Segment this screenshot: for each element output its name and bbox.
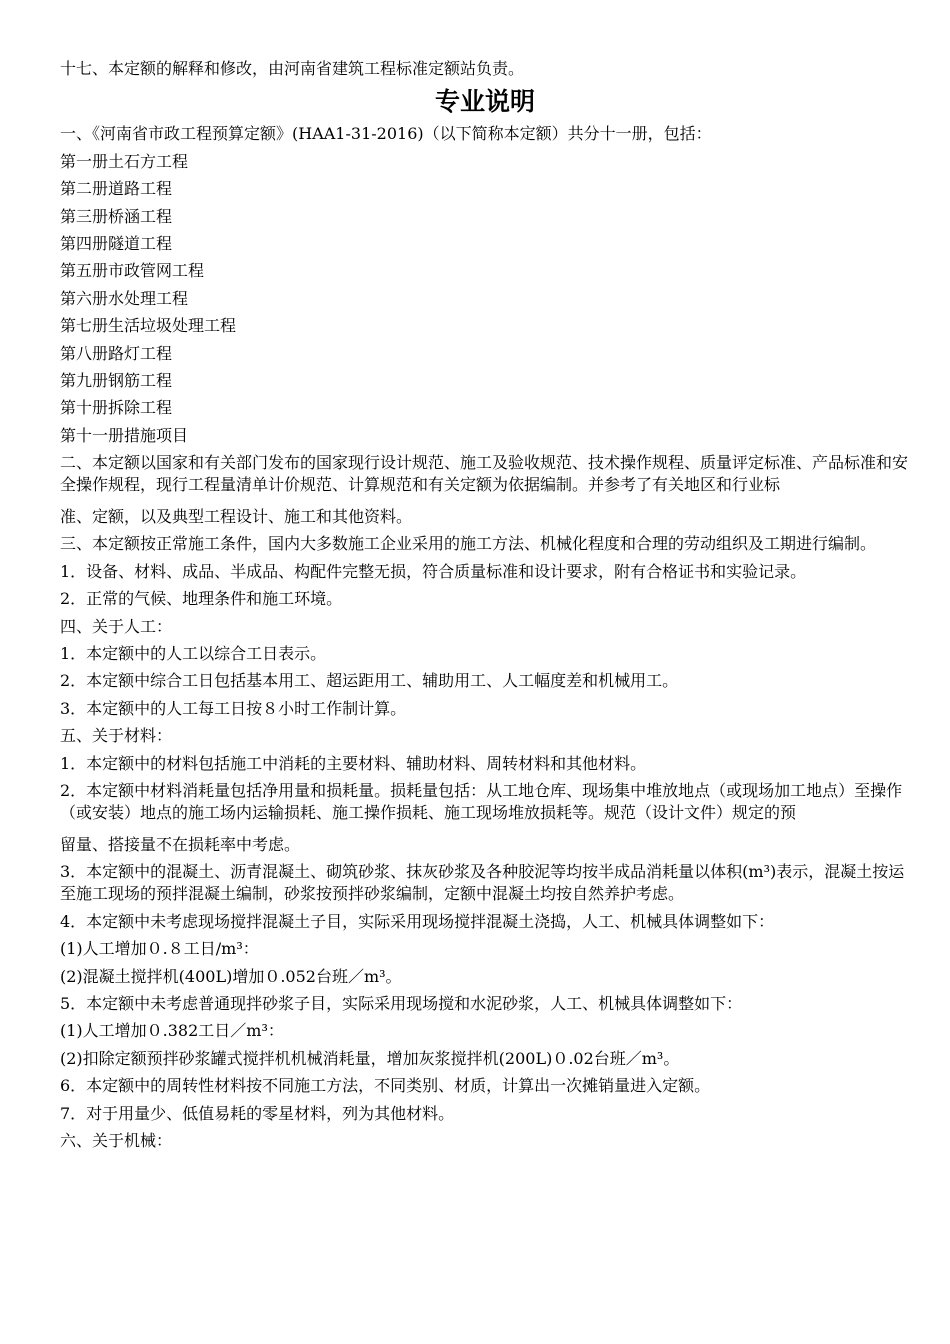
document-page bbox=[60, 58, 910, 1157]
section-6-heading: 六、关于机械： bbox=[60, 1130, 173, 1150]
volume-item: 第七册生活垃圾处理工程 bbox=[60, 316, 237, 336]
section-2-paragraph-continued: 准、定额，以及典型工程设计、施工和其他资料。 bbox=[60, 507, 413, 527]
section-5-item-3: 3．本定额中的混凝土、沥青混凝土、砌筑砂浆、抹灰砂浆及各种胶泥等均按半成品消耗量以体积(m³)表示，混凝土按运至施工现场的预拌混凝土编制，砂浆按预拌砂浆编制，定额中混凝土均按自然养护考虑。 bbox=[60, 862, 905, 904]
section-4-item: 3．本定额中的人工每工日按８小时工作制计算。 bbox=[60, 698, 407, 718]
section-5-item-2-continued: 留量、搭接量不在损耗率中考虑。 bbox=[60, 834, 301, 854]
section-5-item-6: 6．本定额中的周转性材料按不同施工方法，不同类别、材质，计算出一次摊销量进入定额。 bbox=[60, 1076, 711, 1096]
volume-item: 第十一册措施项目 bbox=[60, 425, 189, 445]
section-5-item-4: 4．本定额中未考虑现场搅拌混凝土子目，实际采用现场搅拌混凝土浇捣，人工、机械具体调整如下： bbox=[60, 911, 775, 931]
section-5-item-1: 1．本定额中的材料包括施工中消耗的主要材料、辅助材料、周转材料和其他材料。 bbox=[60, 753, 647, 773]
section-3-heading: 三、本定额按正常施工条件，国内大多数施工企业采用的施工方法、机械化程度和合理的劳动组织及工期进行编制。 bbox=[60, 534, 877, 554]
volume-item: 第二册道路工程 bbox=[60, 179, 173, 199]
page-title: 专业说明 bbox=[434, 87, 535, 117]
section-5-item-7: 7．对于用量少、低值易耗的零星材料，列为其他材料。 bbox=[60, 1103, 455, 1123]
section-1-heading: 一、《河南省市政工程预算定额》(HAA1-31-2016)（以下简称本定额）共分十一册，包括： bbox=[60, 124, 712, 144]
volume-item: 第八册路灯工程 bbox=[60, 343, 173, 363]
section-5-heading: 五、关于材料： bbox=[60, 726, 173, 746]
volume-item: 第一册土石方工程 bbox=[60, 151, 189, 171]
section-4-item: 1．本定额中的人工以综合工日表示。 bbox=[60, 644, 327, 664]
volume-item: 第十册拆除工程 bbox=[60, 398, 173, 418]
intro-line: 十七、本定额的解释和修改，由河南省建筑工程标准定额站负责。 bbox=[60, 59, 525, 78]
section-4-heading: 四、关于人工： bbox=[60, 616, 173, 636]
section-5-item-4-2: (2)混凝土搅拌机(400L)增加０.052台班／m³。 bbox=[60, 966, 402, 986]
volume-item: 第五册市政管网工程 bbox=[60, 261, 205, 281]
section-5-item-2: 2．本定额中材料消耗量包括净用量和损耗量。损耗量包括：从工地仓库、现场集中堆放地点（或现场加工地点）至操作（或安装）地点的施工场内运输损耗、施工操作损耗、施工现场堆放损耗等。规范（设计文件）规定的预 bbox=[60, 780, 903, 822]
section-2-paragraph: 二、本定额以国家和有关部门发布的国家现行设计规范、施工及验收规范、技术操作规程、质量评定标准、产品标准和安全操作规程，现行工程量清单计价规范、计算规范和有关定额为依据编制。并参考了有关地区和行业标 bbox=[60, 453, 909, 495]
section-5-item-4-1: (1)人工增加０.８工日/m³： bbox=[60, 939, 259, 959]
volume-item: 第六册水处理工程 bbox=[60, 288, 189, 308]
section-5-item-5-1: (1)人工增加０.382工日／m³： bbox=[60, 1021, 284, 1041]
section-5-item-5: 5．本定额中未考虑普通现拌砂浆子目，实际采用现场搅和水泥砂浆，人工、机械具体调整如下： bbox=[60, 993, 743, 1013]
volume-item: 第四册隧道工程 bbox=[60, 233, 173, 253]
section-3-item-1: 1．设备、材料、成品、半成品、构配件完整无损，符合质量标准和设计要求，附有合格证书和实验记录。 bbox=[60, 561, 807, 581]
volume-item: 第三册桥涵工程 bbox=[60, 206, 173, 226]
section-3-item-2: 2．正常的气候、地理条件和施工环境。 bbox=[60, 589, 343, 609]
section-5-item-5-2: (2)扣除定额预拌砂浆罐式搅拌机机械消耗量，增加灰浆搅拌机(200L)０.02台班／m³。 bbox=[60, 1048, 680, 1068]
volume-item: 第九册钢筋工程 bbox=[60, 370, 173, 390]
section-4-item: 2．本定额中综合工日包括基本用工、超运距用工、辅助用工、人工幅度差和机械用工。 bbox=[60, 671, 679, 691]
